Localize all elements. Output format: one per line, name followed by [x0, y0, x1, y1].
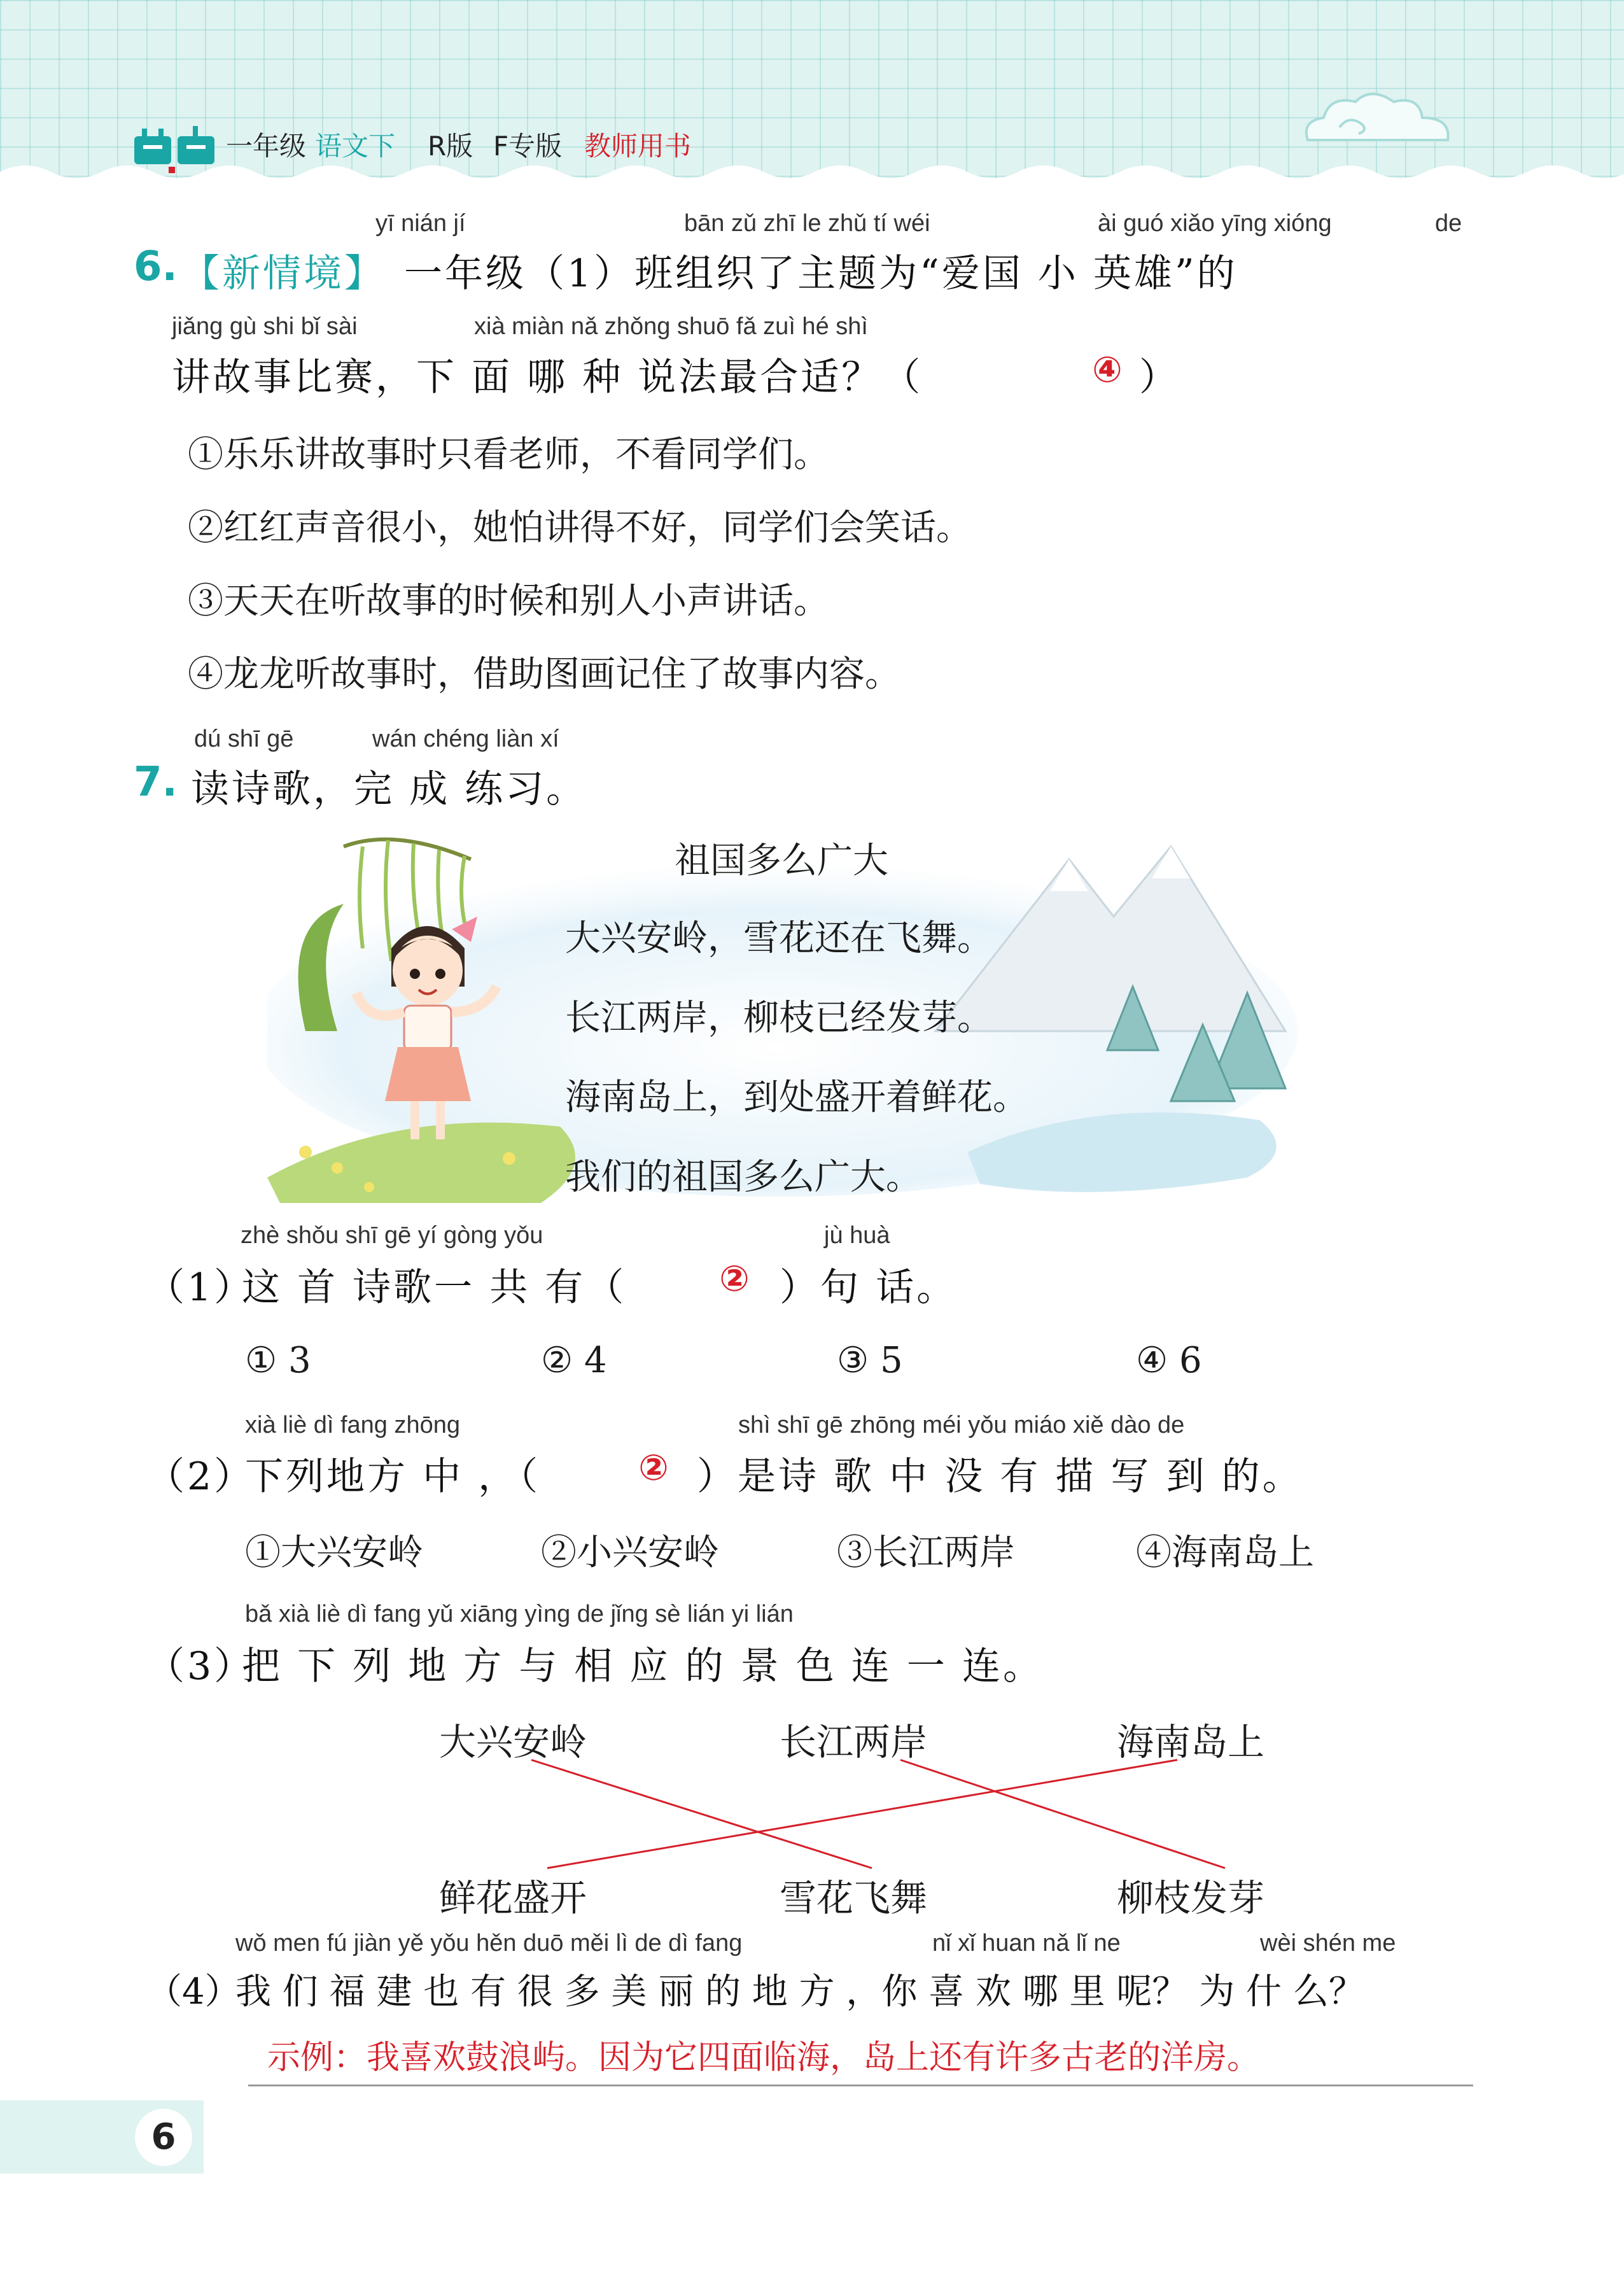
- q6-close-paren: ）: [1139, 355, 1180, 400]
- match-line-3: [547, 1760, 1177, 1868]
- sub4-example-answer: 示例：我喜欢鼓浪屿。因为它四面临海，岛上还有许多古老的洋房。: [267, 2039, 1261, 2077]
- sub1-pinyin-2: jù huà: [824, 1222, 890, 1249]
- header-grade: 一年级: [226, 130, 307, 162]
- sub1-answer: ②: [719, 1258, 750, 1300]
- sub1-option-4: ④ 6: [1136, 1340, 1202, 1381]
- sub2-pinyin-2: shì shī gē zhōng méi yǒu miáo xiě dào de: [738, 1412, 1185, 1438]
- sub1-label: （1）: [146, 1265, 255, 1310]
- sub4-label: （4）: [146, 1971, 241, 2013]
- place-2: 长江两岸: [780, 1720, 928, 1764]
- poem-title: 祖国多么广大: [675, 840, 888, 882]
- logo-icon: [130, 122, 220, 173]
- cloud-icon: [1295, 83, 1460, 153]
- page-number: 6: [135, 2109, 192, 2166]
- poem-line-2: 长江两岸，柳枝已经发芽。: [565, 997, 993, 1039]
- sub4-pinyin-2: nǐ xǐ huan nǎ lǐ ne: [932, 1930, 1121, 1957]
- q6-pinyin-4: de: [1435, 210, 1462, 237]
- header-subject: 语文下: [315, 130, 396, 162]
- sub3-pinyin: bǎ xià liè dì fang yǔ xiāng yìng de jǐng sè lián yi lián: [245, 1601, 794, 1628]
- sub2-label: （2）: [146, 1454, 255, 1499]
- q7-pinyin-2: wán chéng liàn xí: [372, 726, 559, 752]
- sub2-text: 下列地方 中 ，（: [245, 1454, 541, 1499]
- sub1-option-2: ② 4: [541, 1340, 607, 1381]
- sub2-answer: ②: [638, 1447, 669, 1489]
- sub1-option-1: ① 3: [245, 1340, 311, 1381]
- match-line-2: [900, 1760, 1225, 1868]
- q6-number: 6.: [134, 243, 178, 290]
- q6-option-2: ②红红声音很小，她怕讲得不好，同学们会笑话。: [188, 507, 972, 549]
- sub1-text: 这 首 诗歌一 共 有（: [242, 1265, 627, 1310]
- q7-pinyin-1: dú shī gē: [194, 726, 294, 752]
- q6-option-3: ③天天在听故事的时候和别人小声讲话。: [188, 580, 829, 622]
- sub1-text-after: ）句 话。: [780, 1265, 958, 1310]
- sub3-label: （3）: [146, 1644, 255, 1689]
- q6-pinyin-1: yī nián jí: [375, 210, 466, 237]
- sub4-pinyin-1: wǒ men fú jiàn yě yǒu hěn duō měi lì de dì fang: [235, 1930, 743, 1957]
- q6-option-4: ④龙龙听故事时，借助图画记住了故事内容。: [188, 654, 900, 695]
- q6-pinyin-2: bān zǔ zhī le zhǔ tí wéi: [684, 210, 930, 237]
- answer-rule: [248, 2085, 1473, 2086]
- sub3-text: 把 下 列 地 方 与 相 应 的 景 色 连 一 连。: [242, 1644, 1044, 1689]
- place-1: 大兴安岭: [439, 1720, 587, 1764]
- sub1-option-3: ③ 5: [837, 1340, 903, 1381]
- scene-3: 柳枝发芽: [1117, 1876, 1265, 1920]
- poem-line-4: 我们的祖国多么广大。: [565, 1157, 921, 1198]
- sub4-pinyin-3: wèi shén me: [1260, 1930, 1396, 1957]
- place-3: 海南岛上: [1117, 1720, 1265, 1764]
- header-wave: [0, 159, 1624, 197]
- q6-pinyin-6: xià miàn nǎ zhǒng shuō fǎ zuì hé shì: [474, 313, 868, 340]
- q6-line1: 一年级（1）班组织了主题为“爱国 小 英雄”的: [404, 251, 1238, 296]
- q6-answer: ④: [1092, 349, 1123, 391]
- q7-prompt: 读诗歌，完 成 练习。: [191, 767, 587, 812]
- sub1-pinyin-1: zhè shǒu shī gē yí gòng yǒu: [241, 1222, 543, 1249]
- sub2-text-after: ）是诗 歌 中 没 有 描 写 到 的。: [697, 1454, 1303, 1499]
- sub2-option-1: ①大兴安岭: [245, 1532, 423, 1573]
- poem-line-1: 大兴安岭，雪花还在飞舞。: [565, 918, 993, 959]
- q6-line2: 讲故事比赛，下 面 哪 种 说法最合适？（: [172, 355, 923, 400]
- poem-line-3: 海南岛上，到处盛开着鲜花。: [565, 1077, 1028, 1118]
- sub2-option-2: ②小兴安岭: [541, 1532, 719, 1573]
- q6-pinyin-5: jiǎng gù shi bǐ sài: [172, 313, 358, 340]
- q6-tag: 【新情境】: [181, 251, 385, 296]
- q7-number: 7.: [134, 759, 178, 806]
- sub4-text: 我 们 福 建 也 有 很 多 美 丽 的 地 方 ，你 喜 欢 哪 里 呢？ 为 什 么？: [235, 1971, 1364, 2013]
- scene-2: 雪花飞舞: [780, 1876, 928, 1920]
- q6-option-1: ①乐乐讲故事时只看老师，不看同学们。: [188, 434, 829, 475]
- q6-pinyin-3: ài guó xiǎo yīng xióng: [1098, 210, 1332, 237]
- match-line-1: [531, 1760, 872, 1868]
- header-book-type: 教师用书: [584, 130, 692, 162]
- header-special: F专版: [493, 130, 563, 162]
- sub2-option-3: ③长江两岸: [837, 1532, 1015, 1573]
- sub2-option-4: ④海南岛上: [1136, 1532, 1314, 1573]
- header-edition: R版: [428, 130, 473, 162]
- scene-1: 鲜花盛开: [439, 1876, 587, 1920]
- sub2-pinyin-1: xià liè dì fang zhōng: [245, 1412, 461, 1438]
